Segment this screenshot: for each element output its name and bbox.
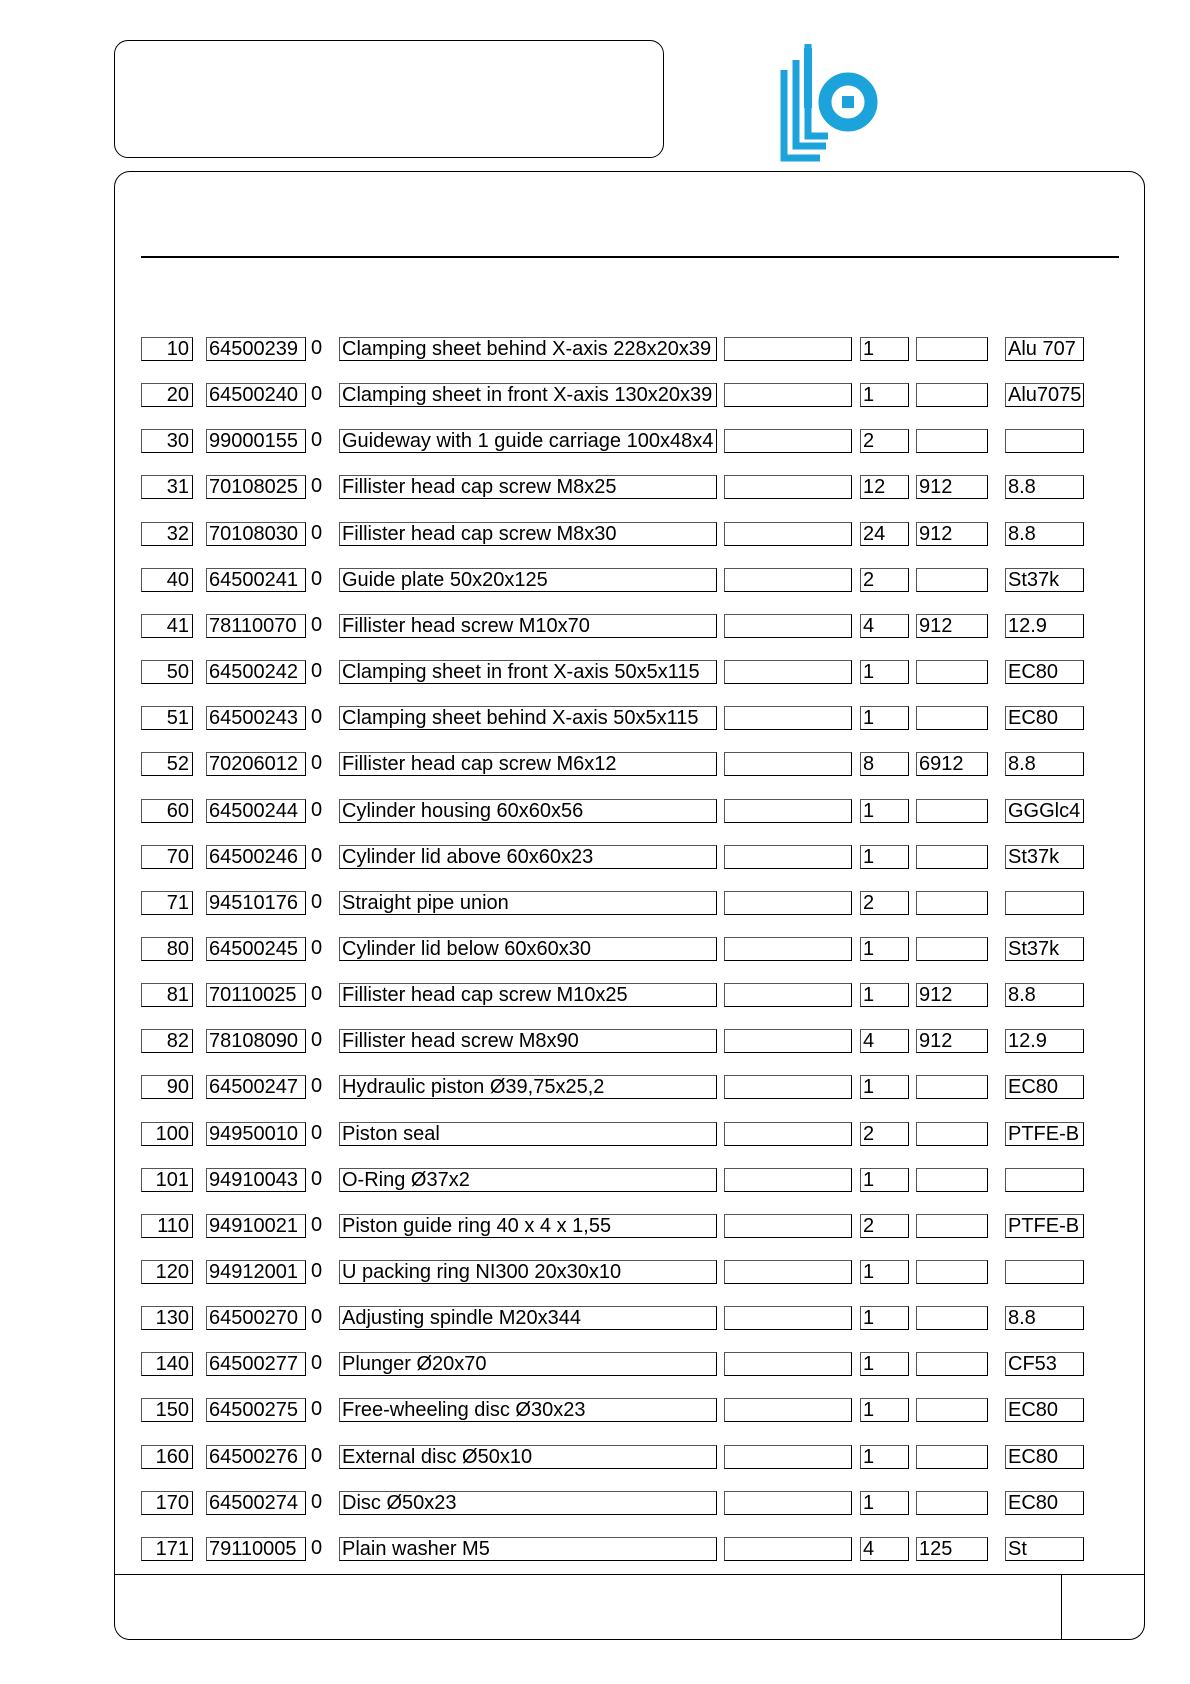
blank-field-cell xyxy=(724,983,852,1007)
quantity-cell: 1 xyxy=(860,1491,909,1515)
position-number-cell: 120 xyxy=(141,1260,193,1284)
material-cell: EC80 xyxy=(1005,660,1084,684)
material-cell: Alu 707 xyxy=(1005,337,1084,361)
description-cell: Plunger Ø20x70 xyxy=(339,1352,717,1376)
position-number-cell: 81 xyxy=(141,983,193,1007)
material-cell xyxy=(1005,429,1084,453)
material-cell: 8.8 xyxy=(1005,752,1084,776)
material-cell: EC80 xyxy=(1005,1445,1084,1469)
blank-field-cell xyxy=(724,799,852,823)
position-number-cell: 70 xyxy=(141,845,193,869)
blank-field-cell xyxy=(724,475,852,499)
description-cell: Cylinder lid below 60x60x30 xyxy=(339,937,717,961)
blank-field-cell xyxy=(724,1029,852,1053)
revision-cell: 0 xyxy=(311,1537,323,1559)
description-cell: Clamping sheet in front X-axis 130x20x39 xyxy=(339,383,717,407)
footer-separator xyxy=(114,1574,1145,1575)
material-cell: 8.8 xyxy=(1005,983,1084,1007)
position-number-cell: 160 xyxy=(141,1445,193,1469)
revision-cell: 0 xyxy=(311,1398,323,1420)
revision-cell: 0 xyxy=(311,891,323,913)
standard-cell xyxy=(916,1214,988,1238)
revision-cell: 0 xyxy=(311,1214,323,1236)
material-cell xyxy=(1005,891,1084,915)
table-row xyxy=(0,568,1190,594)
position-number-cell: 150 xyxy=(141,1398,193,1422)
revision-cell: 0 xyxy=(311,1352,323,1374)
table-row xyxy=(0,983,1190,1009)
position-number-cell: 130 xyxy=(141,1306,193,1330)
description-cell: Hydraulic piston Ø39,75x25,2 xyxy=(339,1075,717,1099)
blank-field-cell xyxy=(724,1352,852,1376)
quantity-cell: 1 xyxy=(860,845,909,869)
blank-field-cell xyxy=(724,568,852,592)
description-cell: Fillister head cap screw M6x12 xyxy=(339,752,717,776)
revision-cell: 0 xyxy=(311,1260,323,1282)
material-cell xyxy=(1005,1168,1084,1192)
description-cell: U packing ring NI300 20x30x10 xyxy=(339,1260,717,1284)
position-number-cell: 40 xyxy=(141,568,193,592)
title-separator xyxy=(141,256,1119,258)
quantity-cell: 1 xyxy=(860,1398,909,1422)
description-cell: Straight pipe union xyxy=(339,891,717,915)
position-number-cell: 50 xyxy=(141,660,193,684)
quantity-cell: 8 xyxy=(860,752,909,776)
table-row xyxy=(0,1214,1190,1240)
material-cell: St37k xyxy=(1005,845,1084,869)
part-number-cell: 78108090 xyxy=(206,1029,306,1053)
description-cell: Piston seal xyxy=(339,1122,717,1146)
standard-cell xyxy=(916,568,988,592)
quantity-cell: 2 xyxy=(860,1122,909,1146)
description-cell: Adjusting spindle M20x344 xyxy=(339,1306,717,1330)
footer-divider xyxy=(1061,1574,1062,1640)
part-number-cell: 64500270 xyxy=(206,1306,306,1330)
position-number-cell: 100 xyxy=(141,1122,193,1146)
table-row xyxy=(0,1445,1190,1471)
quantity-cell: 1 xyxy=(860,660,909,684)
standard-cell xyxy=(916,1260,988,1284)
standard-cell: 125 xyxy=(916,1537,988,1561)
position-number-cell: 82 xyxy=(141,1029,193,1053)
revision-cell: 0 xyxy=(311,845,323,867)
revision-cell: 0 xyxy=(311,1306,323,1328)
quantity-cell: 1 xyxy=(860,799,909,823)
part-number-cell: 64500246 xyxy=(206,845,306,869)
quantity-cell: 2 xyxy=(860,1214,909,1238)
material-cell: EC80 xyxy=(1005,706,1084,730)
description-cell: Fillister head screw M10x70 xyxy=(339,614,717,638)
part-number-cell: 64500276 xyxy=(206,1445,306,1469)
part-number-cell: 94510176 xyxy=(206,891,306,915)
description-cell: Cylinder housing 60x60x56 xyxy=(339,799,717,823)
blank-field-cell xyxy=(724,1445,852,1469)
description-cell: O-Ring Ø37x2 xyxy=(339,1168,717,1192)
table-row xyxy=(0,337,1190,363)
material-cell xyxy=(1005,1260,1084,1284)
quantity-cell: 1 xyxy=(860,337,909,361)
blank-field-cell xyxy=(724,614,852,638)
standard-cell xyxy=(916,799,988,823)
material-cell: EC80 xyxy=(1005,1075,1084,1099)
description-cell: Clamping sheet behind X-axis 228x20x39 xyxy=(339,337,717,361)
table-row xyxy=(0,1029,1190,1055)
standard-cell xyxy=(916,1122,988,1146)
revision-cell: 0 xyxy=(311,706,323,728)
table-row xyxy=(0,1398,1190,1424)
standard-cell xyxy=(916,1491,988,1515)
description-cell: Piston guide ring 40 x 4 x 1,55 xyxy=(339,1214,717,1238)
table-row xyxy=(0,937,1190,963)
standard-cell: 912 xyxy=(916,1029,988,1053)
blank-field-cell xyxy=(724,706,852,730)
standard-cell xyxy=(916,429,988,453)
description-cell: Fillister head cap screw M8x30 xyxy=(339,522,717,546)
blank-field-cell xyxy=(724,660,852,684)
material-cell: CF53 xyxy=(1005,1352,1084,1376)
material-cell: PTFE-B xyxy=(1005,1122,1084,1146)
standard-cell: 6912 xyxy=(916,752,988,776)
standard-cell: 912 xyxy=(916,614,988,638)
part-number-cell: 70108025 xyxy=(206,475,306,499)
part-number-cell: 64500243 xyxy=(206,706,306,730)
description-cell: Fillister head cap screw M10x25 xyxy=(339,983,717,1007)
revision-cell: 0 xyxy=(311,383,323,405)
position-number-cell: 31 xyxy=(141,475,193,499)
part-number-cell: 64500277 xyxy=(206,1352,306,1376)
revision-cell: 0 xyxy=(311,337,323,359)
position-number-cell: 51 xyxy=(141,706,193,730)
standard-cell xyxy=(916,1168,988,1192)
position-number-cell: 170 xyxy=(141,1491,193,1515)
blank-field-cell xyxy=(724,1075,852,1099)
revision-cell: 0 xyxy=(311,1029,323,1051)
revision-cell: 0 xyxy=(311,799,323,821)
table-row xyxy=(0,475,1190,501)
part-number-cell: 64500274 xyxy=(206,1491,306,1515)
part-number-cell: 64500247 xyxy=(206,1075,306,1099)
description-cell: Clamping sheet behind X-axis 50x5x115 xyxy=(339,706,717,730)
blank-field-cell xyxy=(724,1398,852,1422)
part-number-cell: 64500244 xyxy=(206,799,306,823)
table-row xyxy=(0,383,1190,409)
table-row xyxy=(0,1168,1190,1194)
revision-cell: 0 xyxy=(311,475,323,497)
quantity-cell: 4 xyxy=(860,614,909,638)
quantity-cell: 2 xyxy=(860,891,909,915)
description-cell: Clamping sheet in front X-axis 50x5x115 xyxy=(339,660,717,684)
standard-cell: 912 xyxy=(916,983,988,1007)
table-row xyxy=(0,1537,1190,1563)
title-block-header xyxy=(114,40,664,158)
blank-field-cell xyxy=(724,429,852,453)
part-number-cell: 79110005 xyxy=(206,1537,306,1561)
revision-cell: 0 xyxy=(311,937,323,959)
material-cell: EC80 xyxy=(1005,1398,1084,1422)
part-number-cell: 64500240 xyxy=(206,383,306,407)
description-cell: Plain washer M5 xyxy=(339,1537,717,1561)
part-number-cell: 78110070 xyxy=(206,614,306,638)
table-row xyxy=(0,660,1190,686)
blank-field-cell xyxy=(724,1122,852,1146)
part-number-cell: 94910043 xyxy=(206,1168,306,1192)
table-row xyxy=(0,799,1190,825)
position-number-cell: 30 xyxy=(141,429,193,453)
part-number-cell: 94912001 xyxy=(206,1260,306,1284)
position-number-cell: 80 xyxy=(141,937,193,961)
table-row xyxy=(0,1491,1190,1517)
revision-cell: 0 xyxy=(311,983,323,1005)
revision-cell: 0 xyxy=(311,1445,323,1467)
table-row xyxy=(0,1352,1190,1378)
position-number-cell: 110 xyxy=(141,1214,193,1238)
blank-field-cell xyxy=(724,845,852,869)
part-number-cell: 64500245 xyxy=(206,937,306,961)
quantity-cell: 4 xyxy=(860,1537,909,1561)
table-row xyxy=(0,1075,1190,1101)
material-cell: Alu7075 xyxy=(1005,383,1084,407)
quantity-cell: 1 xyxy=(860,1260,909,1284)
material-cell: 12.9 xyxy=(1005,614,1084,638)
description-cell: Fillister head screw M8x90 xyxy=(339,1029,717,1053)
quantity-cell: 12 xyxy=(860,475,909,499)
part-number-cell: 64500239 xyxy=(206,337,306,361)
position-number-cell: 140 xyxy=(141,1352,193,1376)
quantity-cell: 1 xyxy=(860,1168,909,1192)
table-row xyxy=(0,429,1190,455)
quantity-cell: 24 xyxy=(860,522,909,546)
quantity-cell: 1 xyxy=(860,1445,909,1469)
table-row xyxy=(0,614,1190,640)
material-cell: 8.8 xyxy=(1005,1306,1084,1330)
part-number-cell: 64500241 xyxy=(206,568,306,592)
standard-cell xyxy=(916,337,988,361)
table-row xyxy=(0,1122,1190,1148)
material-cell: St37k xyxy=(1005,937,1084,961)
table-row xyxy=(0,891,1190,917)
material-cell: St xyxy=(1005,1537,1084,1561)
quantity-cell: 1 xyxy=(860,1075,909,1099)
material-cell: EC80 xyxy=(1005,1491,1084,1515)
table-row xyxy=(0,522,1190,548)
revision-cell: 0 xyxy=(311,752,323,774)
material-cell: 8.8 xyxy=(1005,475,1084,499)
material-cell: 8.8 xyxy=(1005,522,1084,546)
revision-cell: 0 xyxy=(311,568,323,590)
description-cell: Free-wheeling disc Ø30x23 xyxy=(339,1398,717,1422)
revision-cell: 0 xyxy=(311,1122,323,1144)
revision-cell: 0 xyxy=(311,1075,323,1097)
part-number-cell: 64500275 xyxy=(206,1398,306,1422)
quantity-cell: 1 xyxy=(860,983,909,1007)
table-row xyxy=(0,1306,1190,1332)
quantity-cell: 1 xyxy=(860,1352,909,1376)
revision-cell: 0 xyxy=(311,660,323,682)
quantity-cell: 1 xyxy=(860,706,909,730)
description-cell: Guide plate 50x20x125 xyxy=(339,568,717,592)
blank-field-cell xyxy=(724,937,852,961)
position-number-cell: 20 xyxy=(141,383,193,407)
position-number-cell: 32 xyxy=(141,522,193,546)
material-cell: 12.9 xyxy=(1005,1029,1084,1053)
material-cell: GGGlc4 xyxy=(1005,799,1084,823)
table-row xyxy=(0,1260,1190,1286)
table-row xyxy=(0,845,1190,871)
blank-field-cell xyxy=(724,752,852,776)
standard-cell xyxy=(916,1352,988,1376)
table-row xyxy=(0,752,1190,778)
position-number-cell: 71 xyxy=(141,891,193,915)
position-number-cell: 10 xyxy=(141,337,193,361)
position-number-cell: 41 xyxy=(141,614,193,638)
standard-cell: 912 xyxy=(916,522,988,546)
position-number-cell: 90 xyxy=(141,1075,193,1099)
revision-cell: 0 xyxy=(311,429,323,451)
standard-cell xyxy=(916,1306,988,1330)
part-number-cell: 94910021 xyxy=(206,1214,306,1238)
standard-cell xyxy=(916,891,988,915)
blank-field-cell xyxy=(724,1168,852,1192)
part-number-cell: 70206012 xyxy=(206,752,306,776)
blank-field-cell xyxy=(724,1491,852,1515)
revision-cell: 0 xyxy=(311,1168,323,1190)
lb-logo-icon xyxy=(780,40,880,165)
part-number-cell: 94950010 xyxy=(206,1122,306,1146)
description-cell: Fillister head cap screw M8x25 xyxy=(339,475,717,499)
material-cell: St37k xyxy=(1005,568,1084,592)
description-cell: Disc Ø50x23 xyxy=(339,1491,717,1515)
blank-field-cell xyxy=(724,337,852,361)
blank-field-cell xyxy=(724,891,852,915)
blank-field-cell xyxy=(724,1260,852,1284)
standard-cell xyxy=(916,1398,988,1422)
part-number-cell: 70108030 xyxy=(206,522,306,546)
part-number-cell: 70110025 xyxy=(206,983,306,1007)
description-cell: External disc Ø50x10 xyxy=(339,1445,717,1469)
blank-field-cell xyxy=(724,1214,852,1238)
quantity-cell: 4 xyxy=(860,1029,909,1053)
material-cell: PTFE-B xyxy=(1005,1214,1084,1238)
standard-cell xyxy=(916,660,988,684)
revision-cell: 0 xyxy=(311,614,323,636)
standard-cell xyxy=(916,1445,988,1469)
quantity-cell: 1 xyxy=(860,937,909,961)
position-number-cell: 171 xyxy=(141,1537,193,1561)
part-number-cell: 99000155 xyxy=(206,429,306,453)
blank-field-cell xyxy=(724,522,852,546)
part-number-cell: 64500242 xyxy=(206,660,306,684)
quantity-cell: 1 xyxy=(860,1306,909,1330)
standard-cell xyxy=(916,706,988,730)
blank-field-cell xyxy=(724,383,852,407)
position-number-cell: 60 xyxy=(141,799,193,823)
standard-cell xyxy=(916,937,988,961)
position-number-cell: 101 xyxy=(141,1168,193,1192)
standard-cell xyxy=(916,1075,988,1099)
blank-field-cell xyxy=(724,1537,852,1561)
quantity-cell: 2 xyxy=(860,568,909,592)
quantity-cell: 1 xyxy=(860,383,909,407)
table-row xyxy=(0,706,1190,732)
blank-field-cell xyxy=(724,1306,852,1330)
standard-cell xyxy=(916,845,988,869)
position-number-cell: 52 xyxy=(141,752,193,776)
revision-cell: 0 xyxy=(311,522,323,544)
description-cell: Guideway with 1 guide carriage 100x48x4 xyxy=(339,429,717,453)
standard-cell: 912 xyxy=(916,475,988,499)
quantity-cell: 2 xyxy=(860,429,909,453)
revision-cell: 0 xyxy=(311,1491,323,1513)
standard-cell xyxy=(916,383,988,407)
description-cell: Cylinder lid above 60x60x23 xyxy=(339,845,717,869)
